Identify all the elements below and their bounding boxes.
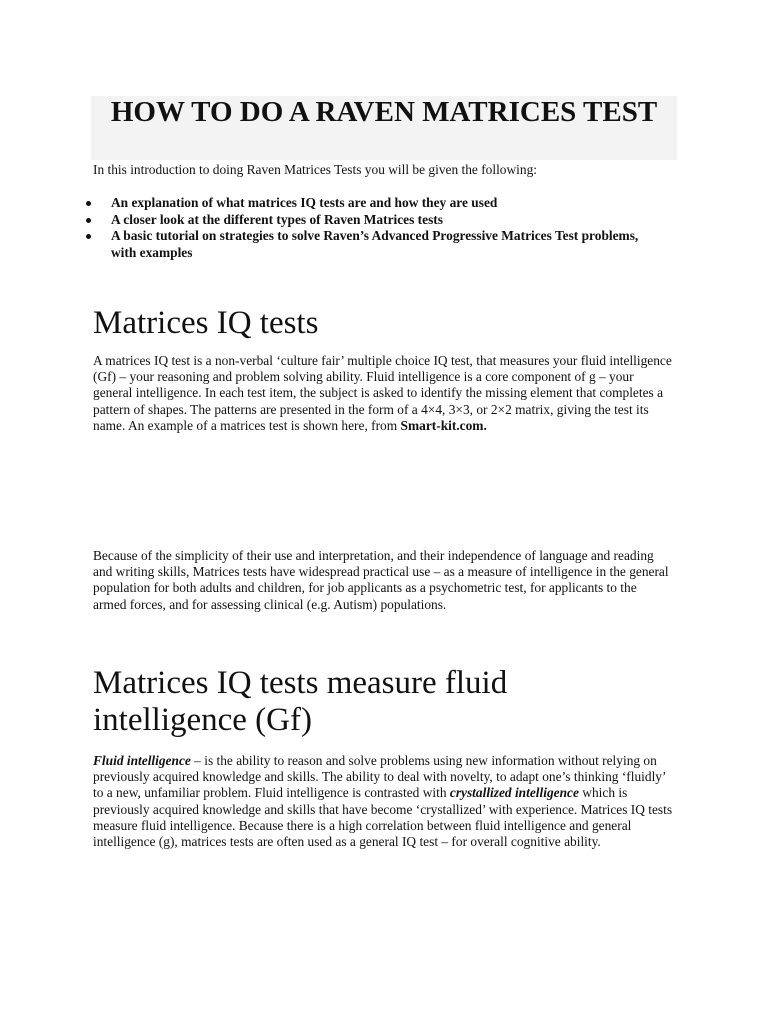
bullet-text: An explanation of what matrices IQ tests are and how they are used xyxy=(111,195,498,210)
bullet-text: A basic tutorial on strategies to solve Raven’s Advanced Progressive Matrices Test problems, with examples xyxy=(111,228,639,260)
bullet-icon xyxy=(86,201,91,206)
fluid-paragraph xyxy=(93,753,673,850)
bullet-text: A closer look at the different types of Raven Matrices tests xyxy=(111,211,443,227)
section-heading-matrices: Matrices IQ tests xyxy=(93,305,319,341)
section-heading-fluid: Matrices IQ tests measure fluid intelligence (Gf) xyxy=(93,665,508,738)
fluid-text-2: which is previously acquired knowledge and skills that have become ‘crystallized’ with experience. Matrices IQ tests measure fluid intelligence. Because there is a high correlation between fluid intelligence and general intelligence (g), matrices tests are often used as a general IQ test – for overall cognitive ability. xyxy=(93,785,673,850)
title-banner xyxy=(91,96,677,160)
list-item xyxy=(93,228,653,261)
bullet-icon xyxy=(86,218,91,223)
page-title: HOW TO DO A RAVEN MATRICES TEST xyxy=(110,96,658,128)
list-item xyxy=(93,212,653,229)
usage-paragraph: Because of the simplicity of their use and interpretation, and their independence of language and reading and writing skills, Matrices tests have widespread practical use – as a measure of intelligence in the general population for both adults and children, for job applicants as a psychometric test, for applicants to the armed forces, and for assessing clinical (e.g. Autism) populations. xyxy=(93,548,669,612)
bullet-icon xyxy=(86,234,91,239)
bullet-list xyxy=(93,195,653,261)
intro-text: In this introduction to doing Raven Matrices Tests you will be given the following: xyxy=(93,162,537,177)
source-link[interactable]: Smart-kit.com. xyxy=(400,417,487,433)
fluid-text-1: – is the ability to reason and solve problems using new information without relying on previously acquired knowledge and skills. The ability to deal with novelty, to adapt one’s thinking ‘fluidly’ to a new, unfamiliar problem. Fluid intelligence is contrasted with xyxy=(93,753,666,801)
term-fluid: Fluid intelligence xyxy=(93,753,191,768)
term-crystallized: crystallized intelligence xyxy=(449,785,579,801)
definition-text: A matrices IQ test is a non-verbal ‘culture fair’ multiple choice IQ test, that measures your fluid intelligence (Gf) – your reasoning and problem solving ability. Fluid intelligence is a core component of g – your general intelligence. In each test item, the subject is asked to identify the missing element that completes a pattern of shapes. The patterns are presented in the form of a 4×4, 3×3, or 2×2 matrix, giving the test its name. An example of a matrices test is shown here, from xyxy=(93,353,672,433)
definition-paragraph xyxy=(93,353,673,434)
list-item xyxy=(93,195,653,212)
